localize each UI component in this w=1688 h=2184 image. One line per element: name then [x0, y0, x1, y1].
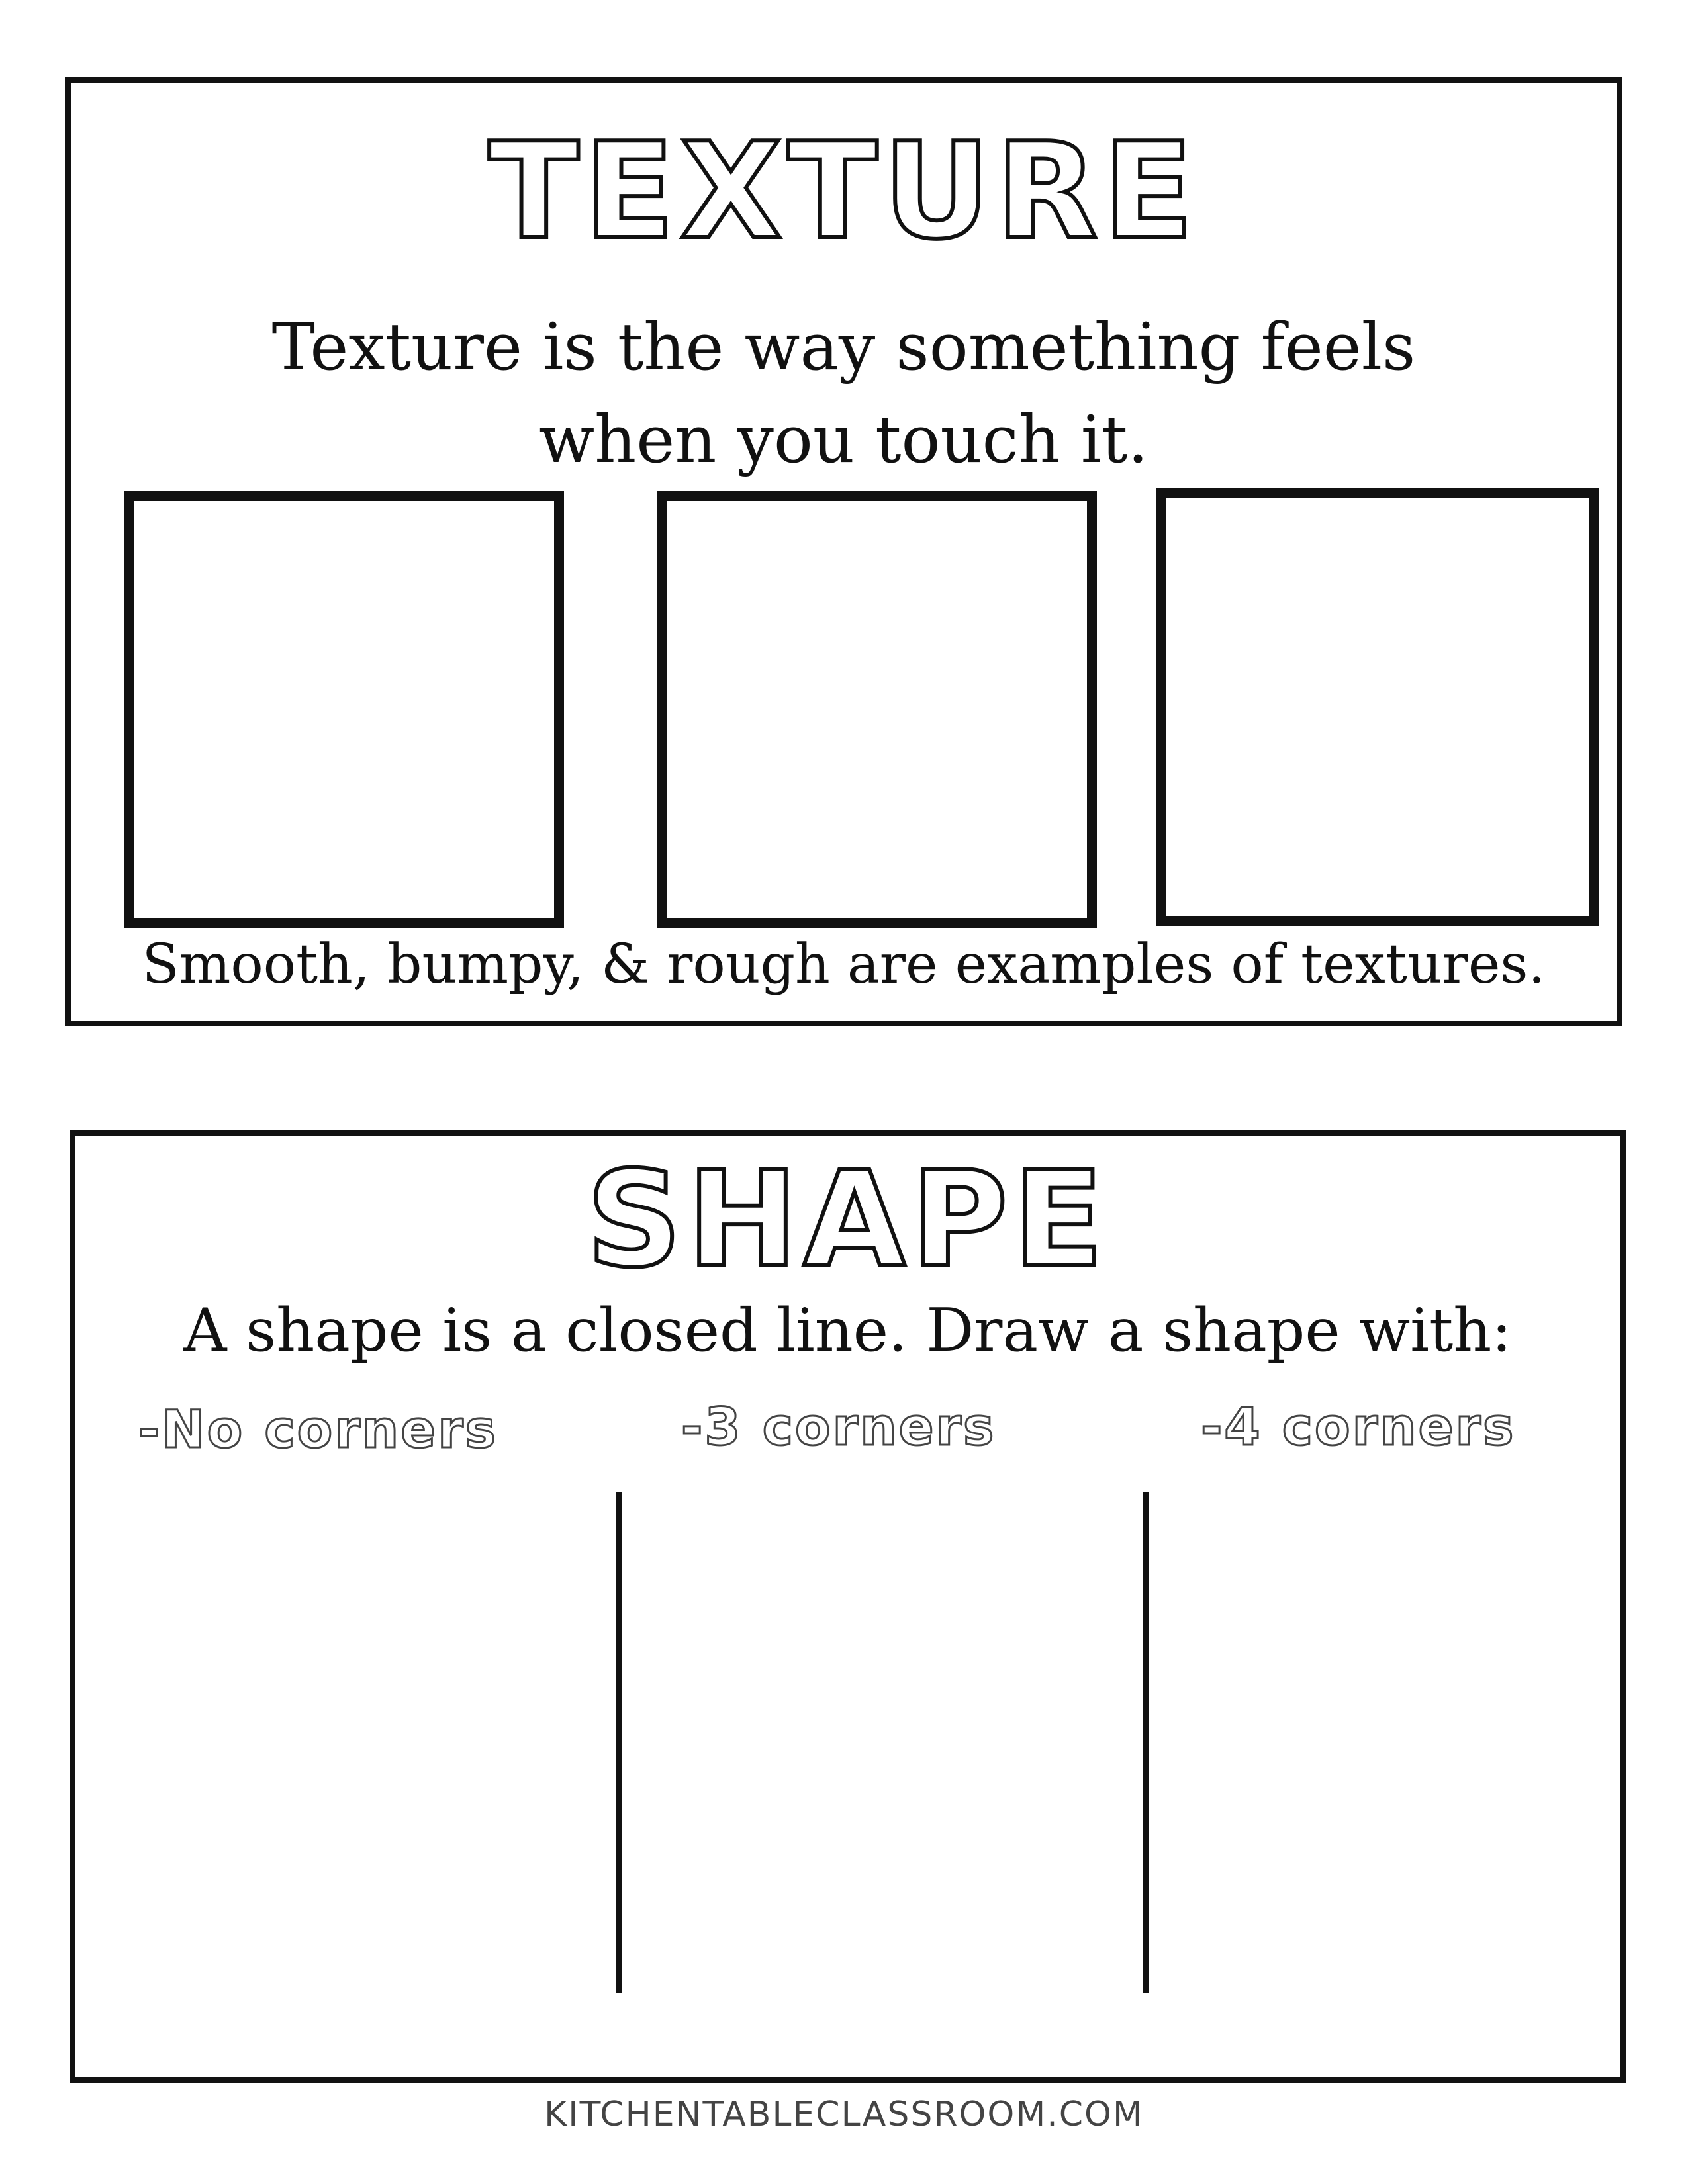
footer-website: KITCHENTABLECLASSROOM.COM [544, 2095, 1144, 2134]
texture-examples-text: Smooth, bumpy, & rough are examples of textures. [142, 933, 1546, 996]
shape-panel [70, 1130, 1626, 2083]
texture-title: TEXTURE [489, 114, 1199, 269]
texture-drawing-box-3[interactable] [1156, 488, 1599, 926]
shape-column-label-4-corners: -4 corners [1201, 1398, 1516, 1457]
shape-column-label-3-corners: -3 corners [681, 1398, 996, 1457]
shape-column-label-no-corners: -No corners [138, 1400, 498, 1460]
texture-definition-line-2: when you touch it. [539, 402, 1149, 478]
shape-definition: A shape is a closed line. Draw a shape with: [183, 1296, 1512, 1365]
texture-panel [65, 77, 1622, 1026]
column-divider-2 [1143, 1492, 1149, 1993]
column-divider-1 [616, 1492, 622, 1993]
texture-definition-line-1: Texture is the way something feels [271, 310, 1416, 385]
texture-drawing-box-2[interactable] [657, 491, 1097, 928]
texture-drawing-box-1[interactable] [124, 491, 564, 928]
shape-title: SHAPE [586, 1143, 1109, 1297]
